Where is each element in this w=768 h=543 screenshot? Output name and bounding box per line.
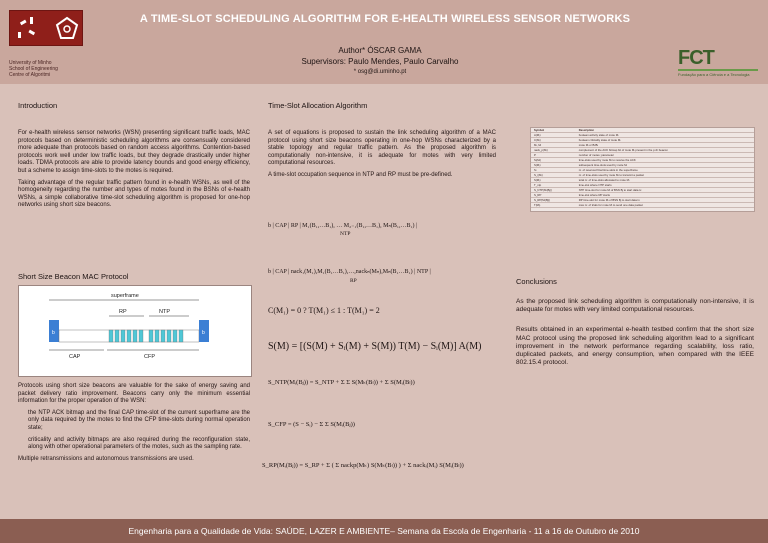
equation-cfp: S_CFP = (S − Sᵢ) − Σ Σ S(Mᵢ(Bⱼ))	[268, 421, 355, 428]
author-line: Author* ÓSCAR GAMA	[338, 46, 422, 55]
beacon-text	[18, 383, 250, 467]
table-header: Description	[576, 128, 754, 133]
description-cell: subsequent time-slots used by mote Mᵢ	[576, 163, 754, 168]
description-cell: boolean criticality state of mote Mᵢ	[576, 138, 754, 143]
description-cell: nr. of time-slots used by mote Mᵢ to transmit a packet	[576, 173, 754, 178]
table-header: Symbol	[531, 128, 576, 133]
poster-title: A TIME-SLOT SCHEDULING ALGORITHM FOR E-HEALTH WIRELESS SENSOR NETWORKS	[139, 13, 631, 25]
cfp-label: CFP	[144, 354, 155, 360]
symbol-cell: S_NTP(Mᵢ(Bⱼ))	[531, 188, 576, 193]
description-cell: RP time-slot for mote Mᵢ of BSN Bⱼ to start data tx	[576, 198, 754, 203]
university-line: University of Minho	[9, 60, 52, 66]
fct-rule	[678, 69, 758, 71]
equation-ntp: S_NTP(Mᵢ(Bⱼ)) = S_NTP + Σ Σ S(Mₖ(Bₗ)) + Σ S(Mᵢ(Bₗ))	[268, 379, 415, 386]
introduction-text	[18, 130, 250, 214]
description-cell: boolean activity state of mote Mᵢ	[576, 133, 754, 138]
description-cell: time-slots used by mote Mᵢ to receive the ACK	[576, 158, 754, 163]
university-logo	[9, 10, 83, 46]
poster-header	[0, 0, 768, 84]
conclusions-heading: Conclusions	[516, 277, 557, 286]
symbol-cell: Sₗ	[531, 168, 576, 173]
symbol-cell: C(Mᵢ)	[531, 138, 576, 143]
allocation-paragraph: A set of equations is proposed to sustain the link scheduling algorithm of a MAC protocol using short size beacons operating in one-hop WSNs characterized by a stable topology and regular traffic pattern. As the proposed algorithm is computationally non-intensive, it is adequate for motes with very limited computational resources.	[268, 130, 496, 167]
description-cell: total nr. of time-slots allocated to mote Mᵢ	[576, 178, 754, 183]
timeslot-row	[59, 330, 199, 342]
description-cell: time-slot where NTP starts	[576, 183, 754, 188]
symbol-cell: S_RP	[531, 193, 576, 198]
ntp-sequence-label: NTP	[340, 231, 351, 237]
introduction-paragraph: For e-health wireless sensor networks (WSN) presenting significant traffic loads, MAC protocols based on deterministic scheduling algorithms are consensually considered more adequate than protocols based on random access algorithms. Contention-based protocols work well under low traffic loads, but they degrade drastically under higher loads. TDMA protocols are able to provide latency bounds and good energy efficiency, but a scheme to assign time-slots to the motes is required.	[18, 130, 250, 174]
superframe-diagram	[18, 285, 252, 377]
symbol-cell: T(Mᵢ)	[531, 203, 576, 208]
description-cell: NTP time-slot for mote Mᵢ of BSN Bⱼ to start data tx	[576, 188, 754, 193]
symbol-cell: Sᵢ(Mᵢ)	[531, 158, 576, 163]
description-cell: number of motes; parameter	[576, 153, 754, 158]
description-cell: time-slot where RP starts	[576, 193, 754, 198]
symbol-cell: S_i(Mᵢ)	[531, 173, 576, 178]
supervisors-line: Supervisors: Paulo Mendes, Paulo Carvalho	[301, 57, 459, 66]
rp-sequence: b | CAP | nack₁(M₁),M₁(B₁…B₁),…,nackₙ(Mₙ),Mₙ(B₁…B₁) | NTP |	[268, 269, 431, 275]
university-name	[9, 60, 58, 78]
ntp-label: NTP	[159, 309, 170, 315]
conclusions-paragraph: Results obtained in an experimental e-health testbed confirm that the short size MAC protocol using the proposed link scheduling algorithm lead to a significant improvement in the network performance regarding scalability, loss ratio, duplicated packets, and energy consumption, when compared with the IEEE 802.15.4 protocol.	[516, 326, 754, 367]
equation-rp: S_RP(Mᵢ(Bⱼ)) = S_RP + Σ ( Σ nackp(Mₖ) S(Mₖ(Bₗ)) ) + Σ nackᵢ(Mᵢ) S(Mᵢ(Bₗ))	[262, 462, 464, 469]
superframe-label: superframe	[111, 293, 139, 299]
rp-sequence-label: RP	[350, 278, 357, 284]
description-cell: nr. of reserved final time-slots in the superframe	[576, 168, 754, 173]
conclusions-text	[516, 298, 754, 371]
author-email: * osg@di.uminho.pt	[353, 69, 407, 75]
symbol-cell: S(Mᵢ)	[531, 178, 576, 183]
beacon-heading: Short Size Beacon MAC Protocol	[18, 272, 129, 281]
allocation-text	[268, 130, 496, 184]
symbol-cell: Mᵢ, Mᵢ	[531, 143, 576, 148]
equation-trials: C(M₁) = 0 ? T(M₁) ≤ 1 : T(M₁) = 2	[268, 306, 380, 315]
beacon-label-end: b	[202, 330, 205, 336]
allocation-heading: Time-Slot Allocation Algorithm	[268, 101, 368, 110]
conclusions-paragraph: As the proposed link scheduling algorithm is computationally non-intensive, it is adequate for motes with very limited computational resources.	[516, 298, 754, 314]
introduction-heading: Introduction	[18, 101, 58, 110]
beacon-bullet: criticality and activity bitmaps are also required during the reconfiguration state, along with other operational parameters of the motes, such as the sampling rate.	[28, 436, 250, 451]
symbol-table	[530, 127, 755, 212]
centre-line: Centre of Algoritmi	[9, 72, 51, 78]
beacon-paragraph: Protocols using short size beacons are valuable for the sake of energy saving and packet delivery ratio improvement. Beacons carry only the minimum essential information for the proper operation of the WSN:	[18, 383, 250, 405]
author-block	[240, 45, 520, 78]
symbol-cell: nack_p(Mᵢ)	[531, 148, 576, 153]
cap-label: CAP	[69, 354, 81, 360]
description-cell: mote Mᵢ or Bₗ/Bᵢ	[576, 143, 754, 148]
symbol-cell: T_ntp	[531, 183, 576, 188]
allocation-paragraph: A time-slot occupation sequence in NTP and RP must be pre-defined.	[268, 171, 453, 178]
fct-subtitle: Fundação para a Ciência e a Tecnologia	[678, 72, 750, 77]
school-line: School of Engineering	[9, 66, 58, 72]
fct-logo	[678, 48, 760, 78]
beacon-label-start: b	[52, 330, 55, 336]
description-cell: complement of the ACK bitmap bit of mote Mᵢ present in the p-th beacon	[576, 148, 754, 153]
description-cell: max nr. of trials for mote Mᵢ to send one data packet	[576, 203, 754, 208]
equation-slots: S(M) = [(S(M) + Sᵢ(M) + S(M)) T(M) − Sᵢ(M)] A(M)	[268, 341, 482, 352]
table-row	[531, 203, 754, 208]
ntp-sequence: b | CAP | RP | M₁(B₁,…B₁), … M₂₋₁(B₁,…B₁), Mₙ(B₁,…B₁) |	[268, 223, 418, 229]
beacon-paragraph: Multiple retransmissions and autonomous transmissions are used.	[18, 455, 194, 462]
introduction-paragraph: Taking advantage of the regular traffic pattern found in e-health WSNs, as well of the homogeneity regarding the number and types of motes found in the BSNs of e-health WSNs, a simple collaborative time-slot scheduling algorithm is proposed for one-hop networks using short size beacons.	[18, 179, 250, 209]
fct-mark: FCT	[678, 47, 714, 69]
symbol-cell: P	[531, 153, 576, 158]
symbol-cell: A(Mᵢ)	[531, 133, 576, 138]
poster-footer: Engenharia para a Qualidade de Vida: SAÚDE, LAZER E AMBIENTE– Semana da Escola de Engenharia - 11 a 16 de Outubro de 2010	[0, 519, 768, 543]
symbol-cell: S(Mᵢ)	[531, 163, 576, 168]
rp-label: RP	[119, 309, 127, 315]
beacon-bullet: the NTP ACK bitmap and the final CAP time-slot of the current superframe are the only data required by the motes to find the CFP time-slots during normal operation state;	[28, 409, 250, 431]
symbol-cell: S_RP(Mᵢ(Bⱼ))	[531, 198, 576, 203]
